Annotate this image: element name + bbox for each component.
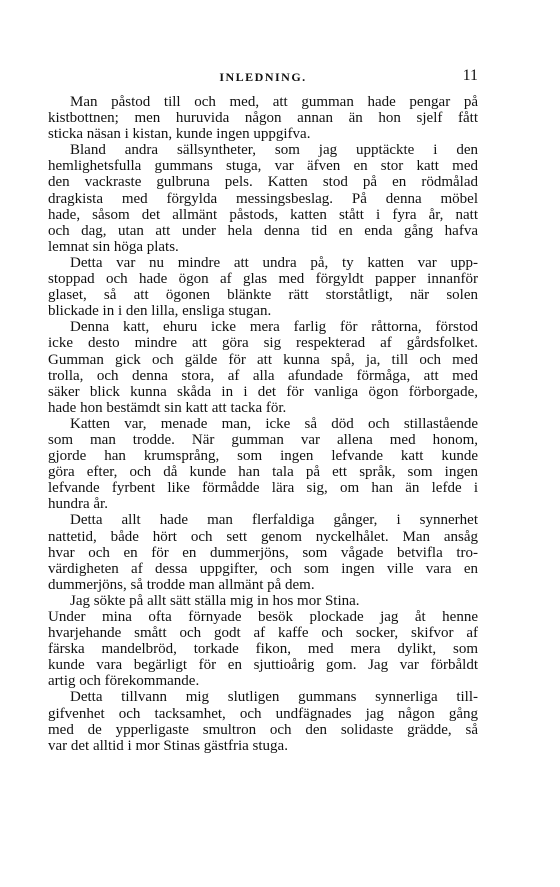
text-line: sticka näsan i kistan, kunde ingen uppgifva. (48, 126, 311, 143)
text-line: som man trodde. När gumman var allena med honom, (48, 431, 478, 448)
text-line: lefvande fyrbent like förmådde lära sig, om han än lefde i (48, 480, 478, 497)
text-line: dragkista med förgylda messingsbeslag. På denna möbel (48, 190, 478, 207)
running-title: INLEDNING. (219, 70, 307, 84)
text-line: blickade in i den lilla, ensliga stugan. (48, 303, 272, 320)
text-line: dummerjöns, så trodde man allmänt på dem. (48, 576, 315, 593)
text-line: kistbottnen; men huruvida någon annan än hon sjelf fått (48, 110, 478, 127)
text-line: artig och förekommande. (48, 673, 200, 690)
text-line: Denna katt, ehuru icke mera farlig för råttorna, förstod (70, 319, 478, 336)
text-line: kunde vara begärligt för en sjuttioårig gom. Jag var förbåldt (48, 657, 478, 674)
text-line: hundra år. (48, 496, 108, 513)
text-line: glaset, så att ögonen blänkte rätt storståtligt, när solen (48, 287, 478, 304)
text-line: Under mina ofta förnyade besök plockade jag åt henne (48, 609, 478, 625)
text-line: göra efter, och då kunde han tala på ett språk, som ingen (48, 464, 478, 481)
text-line: Gumman gick och gälde för att kunna spå, ja, till och med (48, 351, 478, 368)
text-line: säker blick kunna skåda in i det för vanliga ögon förborgade, (48, 383, 478, 400)
text-line: gjorde han krumsprång, som ingen lefvande katt kunde (48, 448, 478, 465)
text-line: Detta allt hade man flerfaldiga gånger, i synnerhet (70, 512, 478, 529)
text-line: Man påstod till och med, att gumman hade pengar på (70, 94, 478, 110)
text-line: hade hon bestämdt sin katt att tacka för. (48, 399, 287, 416)
text-line: Bland andra sällsyntheter, som jag upptäckte i den (70, 142, 478, 159)
text-line: och dag, utan att under hela denna tid en enda gång hafva (48, 222, 478, 239)
text-line: stoppad och hade ögon af glas med förgyldt papper innanför (48, 271, 478, 288)
text-line: lemnat sin höga plats. (48, 238, 179, 255)
text-line: värdigheten af dessa uppgifter, och som ingen ville vara en (48, 560, 478, 577)
page-number: 11 (462, 67, 478, 84)
text-line: hade, såsom det allmänt påstods, katten stått i fyra år, natt (48, 206, 478, 223)
running-head (48, 67, 478, 88)
text-line: med de ypperligaste smultron och den solidaste grädde, så (48, 721, 478, 738)
text-line: Katten var, menade man, icke så död och stillastående (70, 415, 478, 432)
text-line: den vackraste gulbruna pels. Katten stod på en rödmålad (48, 174, 478, 191)
body-text (48, 94, 478, 754)
text-line: hvarjehande smått och godt af kaffe och socker, skifvor af (48, 625, 478, 642)
text-line: trolla, och denna stora, af alla afundade förmåga, att med (48, 367, 478, 384)
text-line: icke desto mindre att göra sig respekterad af gårdsfolket. (48, 335, 478, 352)
text-line: färska mandelbröd, torkade fikon, med mera dylikt, som (48, 641, 478, 658)
text-line: gifvenhet och tacksamhet, och undfägnades jag någon gång (48, 705, 478, 722)
text-line: var det alltid i mor Stinas gästfria stuga. (48, 737, 288, 754)
text-line: Detta var nu mindre att undra på, ty katten var upp- (70, 254, 478, 271)
text-line: hvar och en för en dummerjöns, som vågade betvifla tro- (48, 544, 478, 561)
text-line: Jag sökte på allt sätt ställa mig in hos mor Stina. (70, 592, 360, 609)
text-line: hemlighetsfulla gummans stuga, var äfven en stor katt med (48, 158, 478, 175)
text-line: Detta tillvann mig slutligen gummans synnerliga till- (70, 689, 478, 706)
text-line: nattetid, både hört och sett genom nyckelhålet. Man ansåg (48, 528, 478, 545)
